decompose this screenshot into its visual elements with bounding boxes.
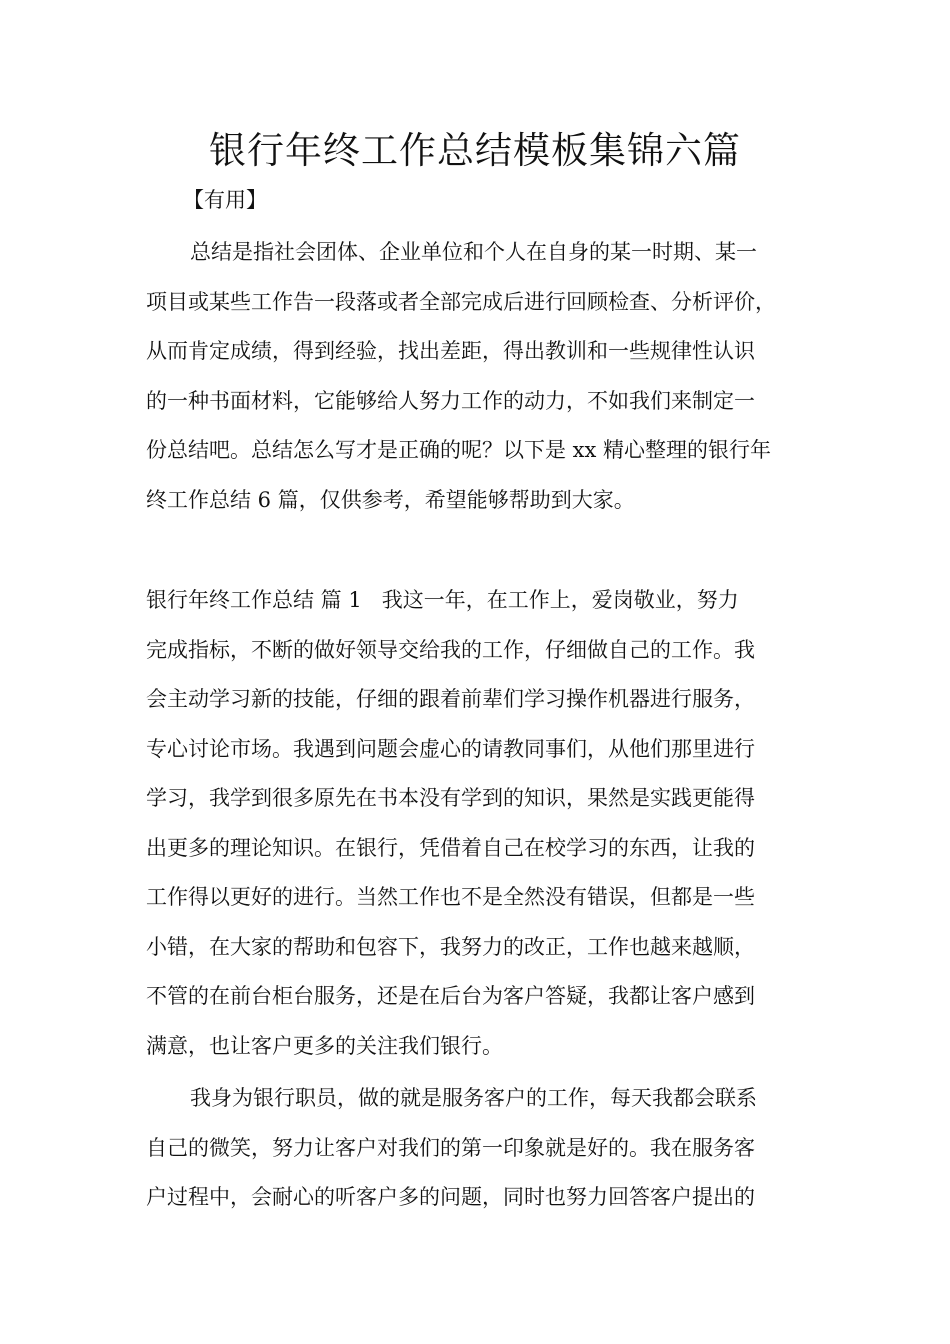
paragraph-line: 学习，我学到很多原先在书本没有学到的知识，果然是实践更能得 <box>146 786 755 810</box>
section-1-heading: 银行年终工作总结 篇 1 <box>146 588 362 612</box>
section-1-paragraph-2 <box>146 1074 810 1223</box>
paragraph-line: 工作得以更好的进行。当然工作也不是全然没有错误，但都是一些 <box>146 885 755 909</box>
paragraph-line: 完成指标，不断的做好领导交给我的工作，仔细做自己的工作。我 <box>146 637 755 662</box>
paragraph-line: 满意，也让客户更多的关注我们银行。 <box>146 1033 503 1058</box>
paragraph-line: 总结是指社会团体、企业单位和个人在自身的某一时期、某一 <box>190 240 757 264</box>
paragraph-line: 自己的微笑，努力让客户对我们的第一印象就是好的。我在服务客 <box>146 1135 755 1160</box>
paragraph-line: 出更多的理论知识。在银行，凭借着自己在校学习的东西，让我的 <box>146 835 755 860</box>
paragraph-line: 的一种书面材料，它能够给人努力工作的动力，不如我们来制定一 <box>146 388 755 413</box>
paragraph-line: 份总结吧。总结怎么写才是正确的呢？以下是 xx 精心整理的银行年 <box>146 438 772 462</box>
paragraph-line: 终工作总结 6 篇，仅供参考，希望能够帮助到大家。 <box>146 487 635 512</box>
section-1-first-line <box>146 576 810 626</box>
paragraph-line-rest: 我这一年，在工作上，爱岗敬业，努力 <box>381 588 739 612</box>
paragraph-line: 小错，在大家的帮助和包容下，我努力的改正，工作也越来越顺， <box>146 934 755 959</box>
document-tag: 【有用】 <box>183 188 267 212</box>
paragraph-line: 从而肯定成绩，得到经验，找出差距，得出教训和一些规律性认识 <box>146 339 755 363</box>
paragraph-line: 项目或某些工作告一段落或者全部完成后进行回顾检查、分析评价， <box>146 289 776 314</box>
paragraph-line: 专心讨论市场。我遇到问题会虚心的请教同事们，从他们那里进行 <box>146 736 755 761</box>
paragraph-line: 户过程中，会耐心的听客户多的问题，同时也努力回答客户提出的 <box>146 1185 755 1209</box>
document-title: 银行年终工作总结模板集锦六篇 <box>209 129 741 172</box>
paragraph-line: 不管的在前台柜台服务，还是在后台为客户答疑，我都让客户感到 <box>146 984 755 1008</box>
section-1-paragraph <box>146 576 810 1071</box>
paragraph-line: 会主动学习新的技能，仔细的跟着前辈们学习操作机器进行服务， <box>146 687 755 711</box>
intro-paragraph <box>146 228 810 525</box>
paragraph-line: 我身为银行职员，做的就是服务客户的工作，每天我都会联系 <box>190 1086 757 1110</box>
